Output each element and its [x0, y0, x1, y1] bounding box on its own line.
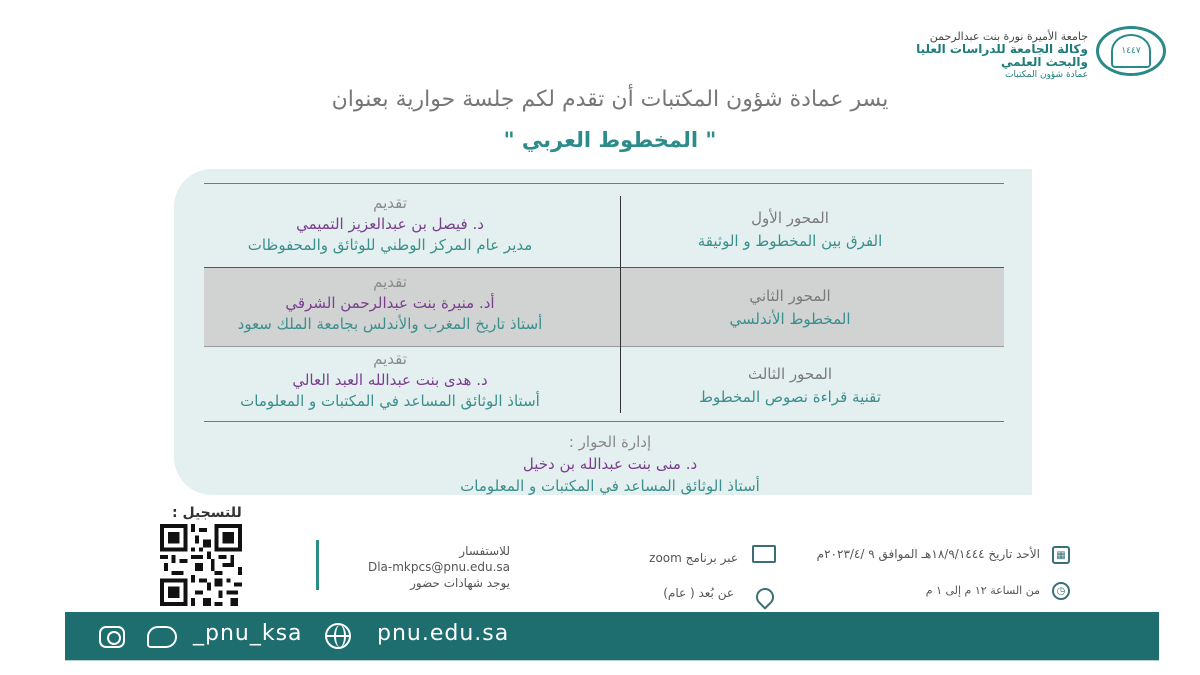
event-platform: عبر برنامج zoom: [649, 551, 738, 565]
university-name-block: [916, 30, 1088, 82]
contact-label: للاستفسار: [459, 544, 510, 558]
event-date: الأحد تاريخ ١٨/٩/١٤٤٤هـ الموافق ٩ /٢٠٢٣/٤م: [816, 547, 1040, 561]
divider-top: [204, 183, 1004, 184]
agency-name-line2: والبحث العلمي: [1001, 55, 1088, 69]
calendar-icon: ▦: [1052, 546, 1070, 564]
moderation-block: [390, 431, 830, 497]
axis-topic: تقنية قراءة نصوص المخطوط: [699, 388, 881, 406]
intro-text: يسر عمادة شؤون المكتبات أن تقدم لكم جلسة حوارية بعنوان: [331, 87, 889, 112]
axis-3: [640, 363, 940, 409]
event-mode: عن بُعد ( عام): [663, 586, 734, 600]
globe-icon: [325, 623, 351, 649]
presenter-name: أد. منيرة بنت عبدالرحمن الشرقي: [285, 294, 495, 312]
university-logo: [1096, 26, 1166, 76]
instagram-icon[interactable]: [99, 626, 125, 648]
presenter-role: أستاذ تاريخ المغرب والأندلس بجامعة الملك سعود: [237, 315, 543, 333]
presenter-2: [200, 272, 580, 335]
session-title: " المخطوط العربي ": [503, 128, 717, 152]
presenter-role: أستاذ الوثائق المساعد في المكتبات و المعلومات: [240, 392, 540, 410]
university-name: جامعة الأميرة نورة بنت عبدالرحمن: [929, 30, 1088, 43]
presenter-3: [200, 349, 580, 412]
logo-emblem: [1111, 34, 1151, 68]
clock-icon: ◷: [1052, 582, 1070, 600]
presenter-1: [200, 193, 580, 256]
presenter-name: د. هدى بنت عبدالله العبد العالي: [292, 371, 488, 389]
certificates-note: يوجد شهادات حضور: [410, 576, 510, 590]
register-label: للتسجيل :: [172, 505, 242, 521]
axis-topic: الفرق بين المخطوط و الوثيقة: [697, 232, 883, 250]
registration-qr-code[interactable]: [160, 524, 242, 606]
deanship-name: عمادة شؤون المكتبات: [1005, 70, 1088, 80]
presenter-role: مدير عام المركز الوطني للوثائق والمحفوظات: [247, 236, 533, 254]
contact-block: [334, 543, 510, 591]
axis-2: [640, 285, 940, 331]
presenter-label: تقديم: [373, 273, 407, 291]
social-handle[interactable]: _pnu_ksa: [193, 621, 303, 646]
agency-name-line1: وكالة الجامعة للدراسات العليا: [916, 42, 1088, 56]
footer-shadow: [65, 660, 1159, 661]
location-pin-icon: [752, 584, 777, 609]
divider-bottom: [204, 421, 1004, 422]
contact-divider: [316, 540, 319, 590]
footer-bar: [65, 612, 1159, 660]
presenter-label: تقديم: [373, 350, 407, 368]
monitor-icon: [752, 545, 776, 563]
axis-label: المحور الثالث: [748, 365, 832, 383]
twitter-icon[interactable]: [147, 626, 177, 648]
column-divider: [620, 196, 621, 413]
presenter-name: د. فيصل بن عبدالعزيز التميمي: [296, 215, 484, 233]
divider-row2: [204, 346, 1004, 347]
axis-topic: المخطوط الأندلسي: [729, 310, 851, 328]
moderator-name: د. منى بنت عبدالله بن دخيل: [522, 455, 698, 473]
divider-row1: [204, 267, 1004, 268]
presenter-label: تقديم: [373, 194, 407, 212]
axis-label: المحور الأول: [751, 209, 829, 227]
contact-email[interactable]: Dla-mkpcs@pnu.edu.sa: [367, 560, 510, 574]
website-link[interactable]: pnu.edu.sa: [377, 621, 510, 646]
logo-caption: ١٤٤٧: [1121, 46, 1141, 56]
axis-label: المحور الثاني: [749, 287, 831, 305]
axis-1: [640, 207, 940, 253]
moderator-role: أستاذ الوثائق المساعد في المكتبات و المعلومات: [460, 477, 760, 495]
event-time: من الساعة ١٢ م إلى ١ م: [925, 584, 1040, 597]
moderation-label: إدارة الحوار :: [568, 433, 652, 451]
